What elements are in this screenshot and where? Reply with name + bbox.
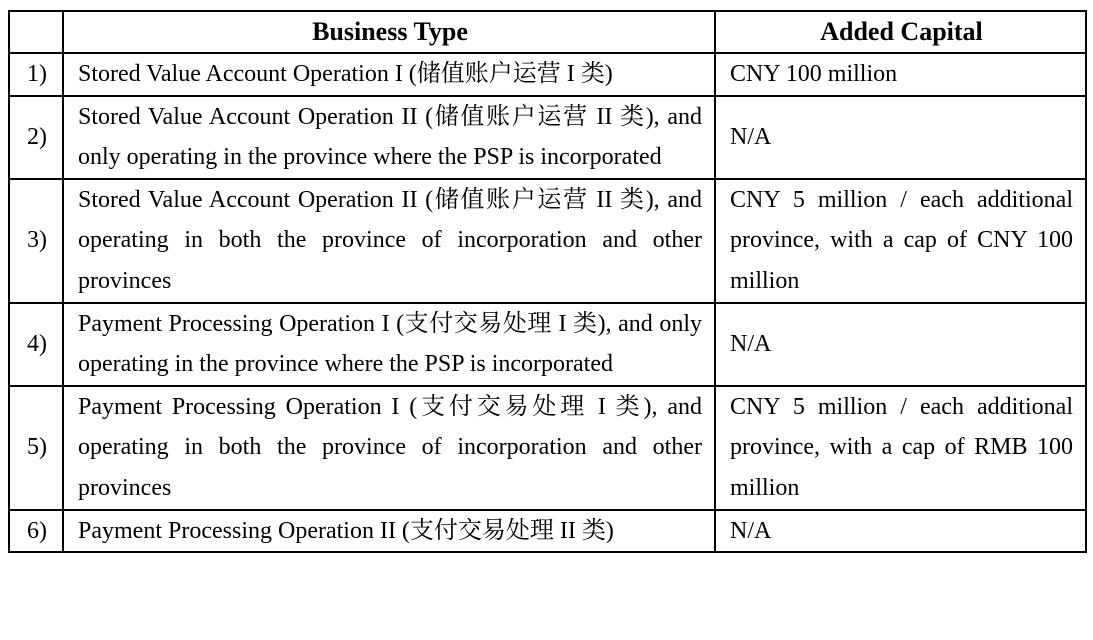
added-capital-cell: CNY 5 million / each additional province, with a cap of CNY 100 million <box>715 179 1086 303</box>
business-type-cell: Payment Processing Operation I (支付交易处理 I 类), and operating in both the province of incorporation and other provinces <box>63 386 715 510</box>
table-row <box>9 386 1086 510</box>
business-type-cell: Stored Value Account Operation II (储值账户运营 II 类), and operating in both the province of incorporation and other provinces <box>63 179 715 303</box>
header-row <box>9 11 1086 53</box>
row-number: 3) <box>9 179 63 303</box>
header-added-capital: Added Capital <box>715 11 1086 53</box>
added-capital-cell: CNY 5 million / each additional province, with a cap of RMB 100 million <box>715 386 1086 510</box>
table-row <box>9 510 1086 553</box>
business-type-cell: Stored Value Account Operation II (储值账户运营 II 类), and only operating in the province where the PSP is incorporated <box>63 96 715 179</box>
added-capital-table <box>8 10 1087 553</box>
row-number: 6) <box>9 510 63 553</box>
table-row <box>9 303 1086 386</box>
row-number: 5) <box>9 386 63 510</box>
row-number: 4) <box>9 303 63 386</box>
business-type-cell: Payment Processing Operation I (支付交易处理 I 类), and only operating in the province where the PSP is incorporated <box>63 303 715 386</box>
header-number <box>9 11 63 53</box>
table-row <box>9 96 1086 179</box>
row-number: 2) <box>9 96 63 179</box>
added-capital-cell: N/A <box>715 303 1086 386</box>
header-business-type: Business Type <box>63 11 715 53</box>
business-type-cell: Payment Processing Operation II (支付交易处理 II 类) <box>63 510 715 553</box>
row-number: 1) <box>9 53 63 96</box>
added-capital-cell: N/A <box>715 510 1086 553</box>
business-type-cell: Stored Value Account Operation I (储值账户运营 I 类) <box>63 53 715 96</box>
added-capital-cell: N/A <box>715 96 1086 179</box>
table-row <box>9 179 1086 303</box>
table-row <box>9 53 1086 96</box>
added-capital-cell: CNY 100 million <box>715 53 1086 96</box>
